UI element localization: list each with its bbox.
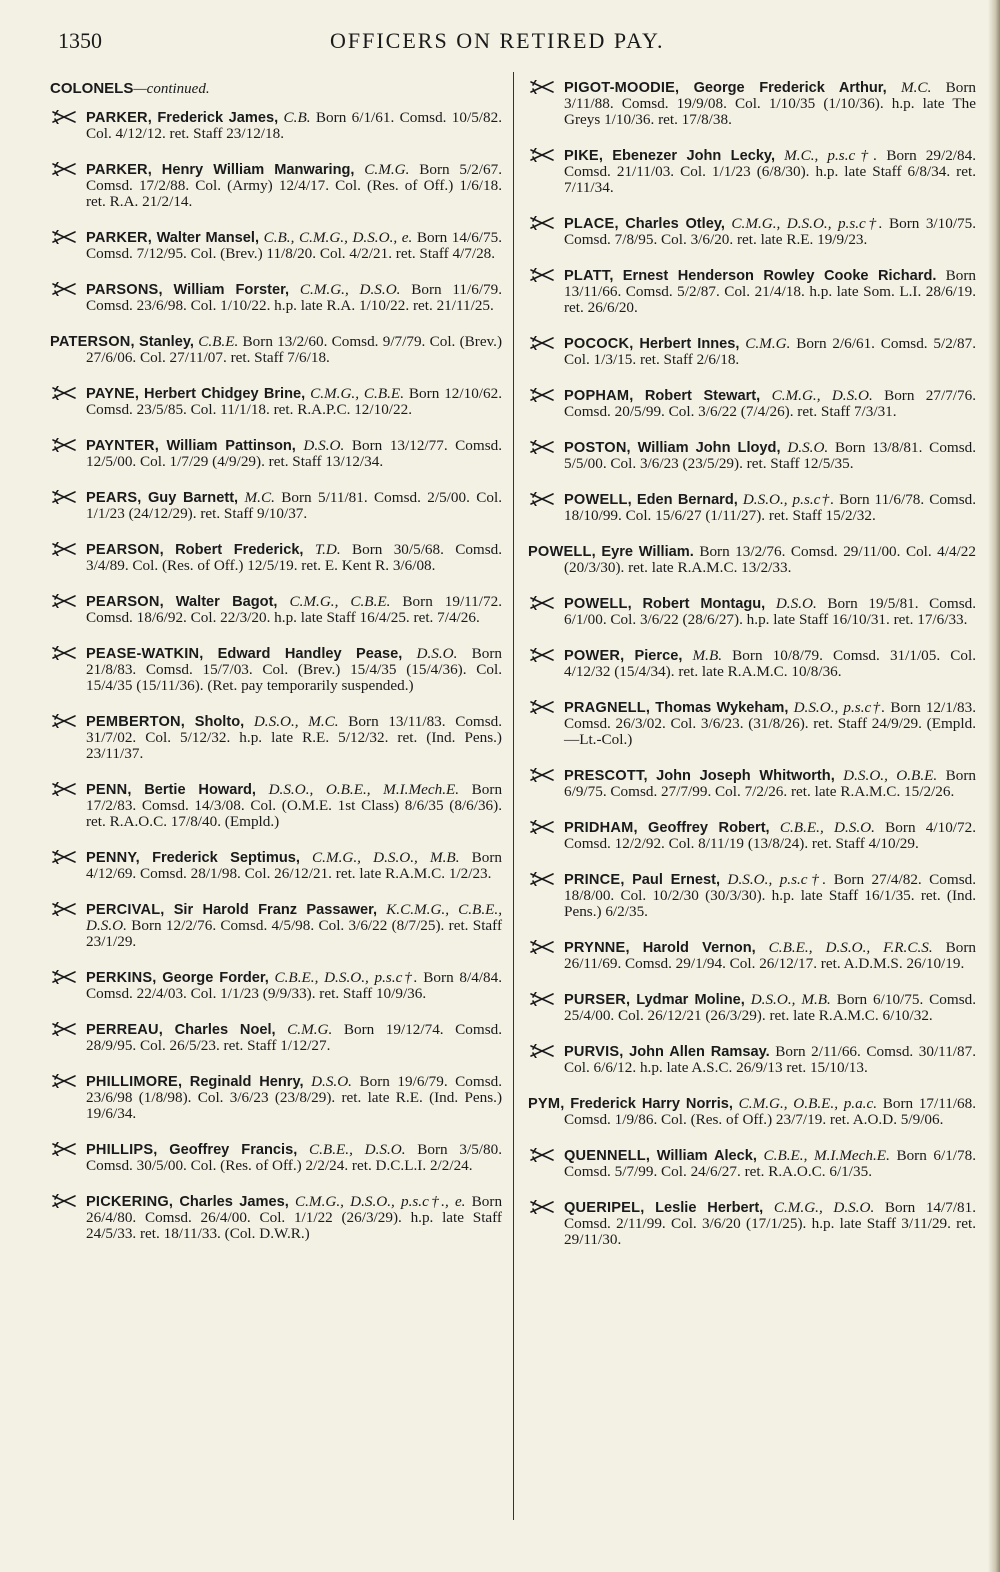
officer-entry — [528, 440, 976, 472]
crossed-swords-icon — [50, 490, 80, 504]
officer-surname: PENNY, — [86, 850, 140, 866]
officer-entry — [528, 768, 976, 800]
crossed-swords-icon — [528, 992, 558, 1006]
page-edge-shadow — [988, 0, 1000, 1572]
officer-qualifications: C.M.G., D.S.O., p.s.c†. — [731, 215, 883, 232]
officer-service-details: Born 13/2/60. Comsd. 9/7/79. Col. (Brev.) 27/6/06. Col. 27/11/07. ret. Staff 7/6/18. — [86, 333, 503, 366]
crossed-swords-icon — [50, 110, 80, 124]
column-divider — [513, 72, 514, 1520]
officer-given-names: William Pattinson, — [166, 438, 296, 454]
officer-service-details: Born 13/2/76. Comsd. 29/11/00. Col. 4/4/22 (20/3/30). ret. late R.A.M.C. 13/2/33. — [564, 543, 976, 576]
crossed-swords-icon — [50, 230, 80, 244]
officer-service-details: Born 13/8/81. Comsd. 5/5/00. Col. 3/6/23 (23/5/29). ret. Staff 12/5/35. — [564, 439, 977, 472]
officer-service-details: Born 14/6/75. Comsd. 7/12/95. Col. (Brev.) 11/8/20. Col. 4/2/21. ret. Staff 4/7/28. — [86, 229, 503, 262]
crossed-swords-icon — [50, 594, 80, 608]
officer-given-names: Ernest Henderson Rowley Cooke Richard. — [622, 268, 937, 284]
officer-qualifications: M.B. — [692, 647, 723, 664]
crossed-swords-icon — [50, 1074, 80, 1088]
officer-surname: PEARS, — [86, 490, 142, 506]
officer-given-names: Robert Montagu, — [642, 596, 766, 612]
officer-given-names: Eyre William. — [601, 544, 694, 560]
officer-service-details: Born 5/2/67. Comsd. 17/2/88. Col. (Army) 12/4/17. Col. (Res. of Off.) 1/6/18. ret. R.A. 21/2/14. — [86, 161, 503, 210]
officer-service-details: Born 12/2/76. Comsd. 4/5/98. Col. 3/6/22 (8/7/25). ret. Staff 23/1/29. — [86, 917, 503, 950]
officer-service-details: Born 10/8/79. Comsd. 31/1/05. Col. 4/12/32 (15/4/34). ret. late R.A.M.C. 10/8/36. — [564, 647, 977, 680]
officer-given-names: Charles Otley, — [625, 216, 725, 232]
crossed-swords-icon — [528, 700, 558, 714]
officer-given-names: Charles Noel, — [174, 1022, 276, 1038]
officer-service-details: Born 30/5/68. Comsd. 3/4/89. Col. (Res. of Off.) 12/5/19. ret. E. Kent R. 3/6/08. — [86, 541, 503, 574]
crossed-swords-icon — [50, 646, 80, 660]
officer-qualifications: D.S.O. — [303, 437, 345, 454]
officer-qualifications: C.M.G., C.B.E. — [289, 593, 391, 610]
officer-given-names: Ebenezer John Lecky, — [612, 148, 776, 164]
officer-service-details: Born 6/10/75. Comsd. 25/4/00. Col. 26/12/21 (26/3/29). ret. late R.A.M.C. 6/10/32. — [564, 991, 976, 1024]
officer-given-names: Frederick Harry Norris, — [570, 1096, 733, 1112]
officer-service-details: Born 21/8/83. Comsd. 15/7/03. Col. (Brev.) 15/4/35 (15/4/36). Col. 15/4/35 (15/11/36). (Ret. pay temporarily suspended.) — [86, 645, 503, 694]
crossed-swords-icon — [50, 782, 80, 796]
right-entries — [528, 80, 976, 1248]
officer-given-names: William Forster, — [173, 282, 290, 298]
officer-qualifications: C.M.G., D.S.O. — [771, 387, 873, 404]
officer-given-names: Leslie Herbert, — [655, 1200, 764, 1216]
officer-given-names: Bertie Howard, — [144, 782, 256, 798]
crossed-swords-icon — [528, 388, 558, 402]
officer-entry — [50, 1142, 502, 1174]
officer-qualifications: D.S.O. — [311, 1073, 352, 1090]
officer-entry — [50, 646, 502, 694]
officer-qualifications: T.D. — [314, 541, 341, 558]
officer-service-details: Born 13/11/83. Comsd. 31/7/02. Col. 5/12/32. h.p. late R.E. 5/12/32. ret. (Ind. Pens.) 23/11/37. — [86, 713, 503, 762]
officer-surname: PRYNNE, — [564, 940, 630, 956]
officer-entry — [50, 438, 502, 470]
officer-service-details: Born 4/10/72. Comsd. 12/2/92. Col. 8/11/19 (13/8/24). ret. Staff 4/10/29. — [564, 819, 976, 852]
crossed-swords-icon — [50, 386, 80, 400]
officer-qualifications: K.C.M.G., C.B.E., D.S.O. — [86, 901, 502, 934]
officer-qualifications: C.M.G., D.S.O., p.s.c†., e. — [294, 1193, 466, 1210]
officer-service-details: Born 2/11/66. Comsd. 30/11/87. Col. 6/6/12. h.p. late A.S.C. 26/9/13 ret. 15/10/13. — [564, 1043, 977, 1076]
officer-surname: POWELL, — [528, 544, 596, 560]
officer-entry — [528, 336, 976, 368]
officer-entry — [528, 544, 976, 576]
officer-entry — [528, 268, 976, 316]
section-label: COLONELS — [50, 80, 134, 97]
officer-surname: PENN, — [86, 782, 132, 798]
officer-qualifications: D.S.O., p.s.c†. — [793, 699, 886, 716]
officer-surname: PAYNE, — [86, 386, 140, 402]
officer-surname: PURSER, — [564, 992, 631, 1008]
officer-entry — [528, 388, 976, 420]
left-entries — [50, 110, 502, 1242]
officer-entry — [50, 282, 502, 314]
officer-qualifications: D.S.O. — [787, 439, 829, 456]
officer-given-names: Robert Stewart, — [644, 388, 761, 404]
officer-qualifications: C.M.G., D.S.O., M.B. — [312, 849, 460, 866]
officer-qualifications: C.B.E., D.S.O., F.R.C.S. — [768, 939, 933, 956]
officer-qualifications: C.M.G. — [364, 161, 410, 178]
crossed-swords-icon — [50, 970, 80, 984]
officer-surname: PLACE, — [564, 216, 619, 232]
officer-qualifications: D.S.O., O.B.E. — [843, 767, 938, 784]
left-column — [50, 80, 502, 1262]
officer-entry — [50, 902, 502, 950]
officer-given-names: Pierce, — [634, 648, 683, 664]
officer-given-names: William Aleck, — [656, 1148, 757, 1164]
officer-service-details: Born 6/9/75. Comsd. 27/7/99. Col. 7/2/26. ret. late R.A.M.C. 15/2/26. — [564, 767, 976, 800]
officer-given-names: Herbert Innes, — [639, 336, 740, 352]
officer-service-details: Born 2/6/61. Comsd. 5/2/87. Col. 1/3/15. ret. Staff 2/6/18. — [564, 335, 977, 368]
officer-entry — [50, 970, 502, 1002]
officer-service-details: Born 26/11/69. Comsd. 29/1/94. Col. 26/12/17. ret. A.D.M.S. 26/10/19. — [564, 939, 977, 972]
officer-qualifications: C.M.G. — [745, 335, 791, 352]
officer-qualifications: M.C., p.s.c†. — [784, 147, 878, 164]
officer-given-names: Edward Handley Pease, — [217, 646, 403, 662]
officer-surname: PICKERING, — [86, 1194, 174, 1210]
officer-entry — [528, 648, 976, 680]
officer-entry — [50, 714, 502, 762]
officer-service-details: Born 8/4/84. Comsd. 22/4/03. Col. 1/1/23 (9/9/33). ret. Staff 10/9/36. — [86, 969, 502, 1002]
officer-qualifications: C.B., C.M.G., D.S.O., e. — [263, 229, 413, 246]
crossed-swords-icon — [50, 1022, 80, 1036]
officer-service-details: Born 19/6/79. Comsd. 23/6/98 (1/8/98). Col. 3/6/23 (23/8/29). ret. late R.E. (Ind. Pens.) 19/6/34. — [86, 1073, 502, 1122]
crossed-swords-icon — [528, 80, 558, 94]
section-heading — [50, 80, 502, 98]
officer-entry — [528, 992, 976, 1024]
officer-qualifications: D.S.O. — [775, 595, 817, 612]
officer-service-details: Born 14/7/81. Comsd. 2/11/99. Col. 3/6/20 (17/1/25). h.p. late Staff 3/11/29. ret. 29/11/30. — [564, 1199, 977, 1248]
officer-surname: PRINCE, — [564, 872, 625, 888]
officer-service-details: Born 3/11/88. Comsd. 19/9/08. Col. 1/10/35 (1/10/36). h.p. late The Greys 1/10/36. ret. 17/8/38. — [564, 79, 976, 128]
officer-service-details: Born 6/1/78. Comsd. 5/7/99. Col. 24/6/27. ret. R.A.O.C. 6/1/35. — [564, 1147, 977, 1180]
officer-service-details: Born 12/1/83. Comsd. 26/3/02. Col. 3/6/23. (31/8/26). ret. Staff 24/9/29. (Empld.—Lt.-Col.) — [564, 699, 977, 748]
officer-entry — [528, 148, 976, 196]
officer-given-names: Reginald Henry, — [189, 1074, 304, 1090]
officer-surname: PAYNTER, — [86, 438, 159, 454]
officer-service-details: Born 19/12/74. Comsd. 28/9/95. Col. 26/5/23. ret. Staff 1/12/27. — [86, 1021, 503, 1054]
officer-service-details: Born 27/4/82. Comsd. 18/8/00. Col. 10/2/30 (30/3/30). h.p. late Staff 16/1/35. ret. (Ind. Pens.) 6/2/35. — [564, 871, 977, 920]
officer-entry — [528, 1044, 976, 1076]
crossed-swords-icon — [528, 648, 558, 662]
crossed-swords-icon — [50, 1194, 80, 1208]
officer-entry — [50, 162, 502, 210]
officer-qualifications: C.B. — [283, 109, 311, 126]
officer-service-details: Born 13/11/66. Comsd. 5/2/87. Col. 21/4/18. h.p. late Som. L.I. 28/6/19. ret. 26/6/20. — [564, 267, 977, 316]
officer-qualifications: D.S.O. — [416, 645, 458, 662]
officer-entry — [50, 334, 502, 366]
officer-service-details: Born 19/11/72. Comsd. 18/6/92. Col. 22/3/20. h.p. late Staff 16/4/25. ret. 7/4/26. — [86, 593, 502, 626]
officer-given-names: George Frederick Arthur, — [693, 80, 887, 96]
officer-given-names: Paul Ernest, — [632, 872, 721, 888]
officer-given-names: Walter Bagot, — [175, 594, 278, 610]
officer-entry — [528, 80, 976, 128]
officer-service-details: Born 6/1/61. Comsd. 10/5/82. Col. 4/12/12. ret. Staff 23/12/18. — [86, 109, 503, 142]
officer-entry — [50, 1074, 502, 1122]
crossed-swords-icon — [528, 596, 558, 610]
officer-given-names: Frederick James, — [157, 110, 279, 126]
crossed-swords-icon — [528, 820, 558, 834]
officer-entry — [50, 230, 502, 262]
officer-given-names: Walter Mansel, — [156, 230, 259, 246]
crossed-swords-icon — [528, 440, 558, 454]
officer-surname: PRIDHAM, — [564, 820, 638, 836]
crossed-swords-icon — [528, 492, 558, 506]
officer-given-names: George Forder, — [162, 970, 269, 986]
officer-given-names: Eden Bernard, — [636, 492, 738, 508]
officer-qualifications: C.B.E., D.S.O. — [309, 1141, 406, 1158]
crossed-swords-icon — [528, 336, 558, 350]
officer-service-details: Born 5/11/81. Comsd. 2/5/00. Col. 1/1/23 (24/12/29). ret. Staff 9/10/37. — [86, 489, 503, 522]
officer-given-names: Sholto, — [194, 714, 245, 730]
crossed-swords-icon — [50, 714, 80, 728]
officer-given-names: Charles James, — [179, 1194, 289, 1210]
officer-qualifications: M.C. — [244, 489, 275, 506]
officer-surname: PERREAU, — [86, 1022, 164, 1038]
officer-service-details: Born 29/2/84. Comsd. 21/11/03. Col. 1/1/23 (6/8/30). h.p. late Staff 6/8/34. ret. 7/11/34. — [564, 147, 976, 196]
officer-surname: QUERIPEL, — [564, 1200, 645, 1216]
officer-given-names: Thomas Wykeham, — [655, 700, 789, 716]
officer-surname: PEASE-WATKIN, — [86, 646, 204, 662]
officer-service-details: Born 3/5/80. Comsd. 30/5/00. Col. (Res. of Off.) 2/2/24. ret. D.C.L.I. 2/2/24. — [86, 1141, 502, 1174]
officer-surname: PYM, — [528, 1096, 565, 1112]
crossed-swords-icon — [528, 268, 558, 282]
officer-service-details: Born 17/2/83. Comsd. 14/3/08. Col. (O.M.E. 1st Class) 8/6/35 (8/6/36). ret. R.A.O.C. 17/8/40. (Empld.) — [86, 781, 503, 830]
officer-surname: PARKER, — [86, 162, 152, 178]
officer-qualifications: D.S.O., O.B.E., M.I.Mech.E. — [268, 781, 460, 798]
officer-service-details: Born 12/10/62. Comsd. 23/5/85. Col. 11/1/18. ret. R.A.P.C. 12/10/22. — [86, 385, 502, 418]
section-continued: —continued. — [133, 81, 210, 97]
officer-qualifications: C.M.G., O.B.E., p.a.c. — [738, 1095, 878, 1112]
officer-entry — [50, 1022, 502, 1054]
officer-qualifications: D.S.O., p.s.c†. — [742, 491, 835, 508]
officer-entry — [528, 940, 976, 972]
officer-entry — [528, 492, 976, 524]
officer-surname: PIKE, — [564, 148, 604, 164]
officer-qualifications: M.C. — [900, 79, 932, 96]
officer-given-names: William John Lloyd, — [637, 440, 781, 456]
crossed-swords-icon — [50, 438, 80, 452]
crossed-swords-icon — [50, 542, 80, 556]
officer-service-details: Born 13/12/77. Comsd. 12/5/00. Col. 1/7/29 (4/9/29). ret. Staff 13/12/34. — [86, 437, 503, 470]
officer-surname: PURVIS, — [564, 1044, 624, 1060]
officer-surname: POSTON, — [564, 440, 631, 456]
officer-entry — [528, 872, 976, 920]
officer-qualifications: C.B.E., D.S.O. — [779, 819, 875, 836]
officer-given-names: Geoffrey Francis, — [169, 1142, 298, 1158]
officer-surname: PARKER, — [86, 110, 152, 126]
officer-surname: PHILLIMORE, — [86, 1074, 183, 1090]
officer-qualifications: D.S.O., p.s.c†. — [727, 871, 827, 888]
crossed-swords-icon — [50, 282, 80, 296]
officer-given-names: Lydmar Moline, — [636, 992, 745, 1008]
officer-surname: PEARSON, — [86, 594, 164, 610]
officer-surname: POWELL, — [564, 492, 632, 508]
crossed-swords-icon — [50, 1142, 80, 1156]
officer-surname: PLATT, — [564, 268, 614, 284]
officer-surname: PIGOT-MOODIE, — [564, 80, 680, 96]
officer-given-names: Stanley, — [139, 334, 194, 350]
officer-entry — [50, 782, 502, 830]
officer-service-details: Born 11/6/78. Comsd. 18/10/99. Col. 15/6/27 (1/11/27). ret. Staff 15/2/32. — [564, 491, 977, 524]
officer-qualifications: D.S.O., M.C. — [253, 713, 339, 730]
officer-entry — [528, 700, 976, 748]
officer-qualifications: C.B.E., M.I.Mech.E. — [763, 1147, 890, 1164]
officer-surname: PRAGNELL, — [564, 700, 651, 716]
officer-qualifications: C.M.G., D.S.O. — [773, 1199, 875, 1216]
crossed-swords-icon — [528, 148, 558, 162]
officer-given-names: Guy Barnett, — [147, 490, 239, 506]
officer-given-names: Sir Harold Franz Passawer, — [173, 902, 378, 918]
crossed-swords-icon — [528, 1148, 558, 1162]
officer-surname: QUENNELL, — [564, 1148, 651, 1164]
officer-entry — [50, 386, 502, 418]
officer-qualifications: C.M.G., D.S.O. — [299, 281, 401, 298]
officer-given-names: Henry William Manwaring, — [161, 162, 355, 178]
officer-entry — [50, 110, 502, 142]
officer-given-names: Harold Vernon, — [642, 940, 756, 956]
officer-entry — [50, 1194, 502, 1242]
officer-entry — [528, 216, 976, 248]
officer-surname: PARKER, — [86, 230, 152, 246]
officer-qualifications: C.M.G. — [287, 1021, 333, 1038]
officer-surname: POCOCK, — [564, 336, 634, 352]
officer-given-names: John Joseph Whitworth, — [656, 768, 835, 784]
officer-entry — [528, 1148, 976, 1180]
officer-entry — [528, 596, 976, 628]
officer-service-details: Born 4/12/69. Comsd. 28/1/98. Col. 26/12/21. ret. late R.A.M.C. 1/2/23. — [86, 849, 503, 882]
officer-qualifications: C.B.E., D.S.O., p.s.c†. — [274, 969, 418, 986]
officer-surname: PEMBERTON, — [86, 714, 186, 730]
officer-surname: PEARSON, — [86, 542, 164, 558]
officer-entry — [528, 1200, 976, 1248]
officer-surname: PATERSON, — [50, 334, 135, 350]
running-title: OFFICERS ON RETIRED PAY. — [330, 28, 665, 53]
officer-given-names: Robert Frederick, — [175, 542, 304, 558]
officer-surname: PERCIVAL, — [86, 902, 165, 918]
officer-qualifications: C.B.E. — [198, 333, 239, 350]
page-number: 1350 — [58, 28, 102, 53]
officer-surname: PRESCOTT, — [564, 768, 648, 784]
crossed-swords-icon — [50, 850, 80, 864]
officer-entry — [50, 850, 502, 882]
officer-given-names: Herbert Chidgey Brine, — [144, 386, 306, 402]
crossed-swords-icon — [528, 872, 558, 886]
officer-qualifications: D.S.O., M.B. — [750, 991, 831, 1008]
crossed-swords-icon — [50, 162, 80, 176]
officer-surname: POPHAM, — [564, 388, 634, 404]
officer-service-details: Born 3/10/75. Comsd. 7/8/95. Col. 3/6/20. ret. late R.E. 19/9/23. — [564, 215, 977, 248]
officer-surname: POWELL, — [564, 596, 632, 612]
crossed-swords-icon — [50, 902, 80, 916]
crossed-swords-icon — [528, 768, 558, 782]
officer-entry — [528, 820, 976, 852]
officer-given-names: Frederick Septimus, — [152, 850, 300, 866]
officer-surname: PHILLIPS, — [86, 1142, 158, 1158]
officer-entry — [528, 1096, 976, 1128]
officer-surname: PERKINS, — [86, 970, 157, 986]
officer-service-details: Born 11/6/79. Comsd. 23/6/98. Col. 1/10/22. h.p. late R.A. 1/10/22. ret. 21/11/25. — [86, 281, 503, 314]
right-column — [528, 80, 976, 1268]
crossed-swords-icon — [528, 940, 558, 954]
officer-service-details: Born 19/5/81. Comsd. 6/1/00. Col. 3/6/22 (28/6/27). h.p. late Staff 16/10/31. ret. 17/6/33. — [564, 595, 977, 628]
officer-service-details: Born 27/7/76. Comsd. 20/5/99. Col. 3/6/22 (7/4/26). ret. Staff 7/3/31. — [564, 387, 976, 420]
officer-surname: POWER, — [564, 648, 625, 664]
officer-service-details: Born 26/4/80. Comsd. 26/4/00. Col. 1/1/22 (26/3/29). h.p. late Staff 24/5/33. ret. 18/11/33. (Col. D.W.R.) — [86, 1193, 503, 1242]
officer-entry — [50, 490, 502, 522]
crossed-swords-icon — [528, 1044, 558, 1058]
officer-given-names: Geoffrey Robert, — [648, 820, 770, 836]
officer-given-names: John Allen Ramsay. — [629, 1044, 770, 1060]
officer-entry — [50, 542, 502, 574]
officer-service-details: Born 17/11/68. Comsd. 1/9/86. Col. (Res. of Off.) 23/7/19. ret. A.O.D. 5/9/06. — [564, 1095, 977, 1128]
crossed-swords-icon — [528, 216, 558, 230]
officer-qualifications: C.M.G., C.B.E. — [310, 385, 405, 402]
crossed-swords-icon — [528, 1200, 558, 1214]
officer-surname: PARSONS, — [86, 282, 163, 298]
officer-entry — [50, 594, 502, 626]
